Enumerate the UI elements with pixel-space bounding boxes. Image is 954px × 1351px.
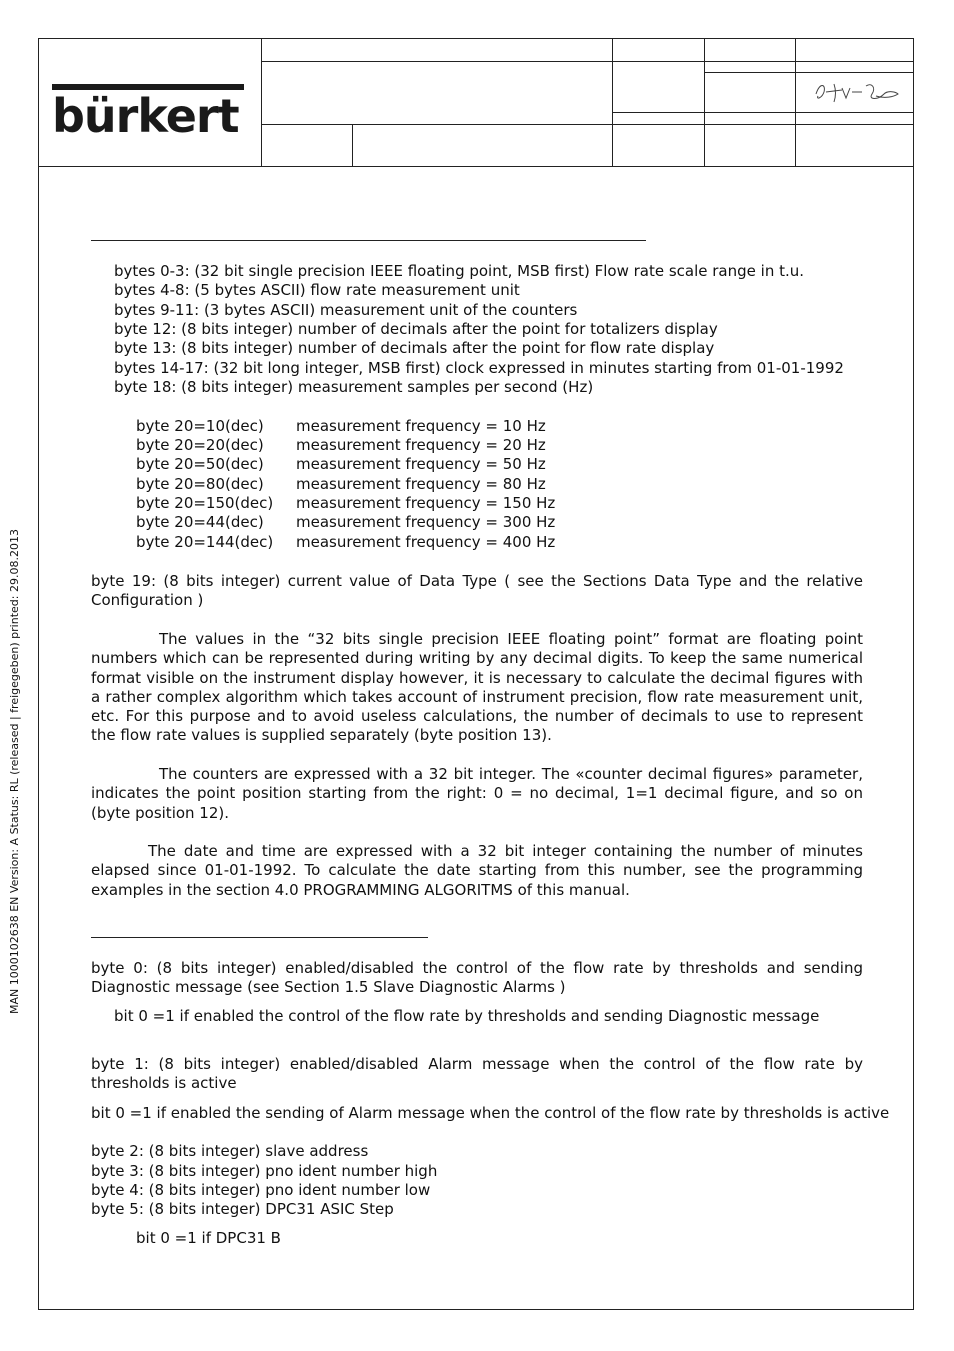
freq-code: byte 20=20(dec) [136, 436, 264, 454]
byte-description-line: byte 4: (8 bits integer) pno ident number low [91, 1181, 431, 1199]
freq-desc: measurement frequency = 400 Hz [296, 533, 556, 551]
byte-description-line: bytes 14-17: (32 bit long integer, MSB first) clock expressed in minutes starting from 01-01-1992 [114, 359, 844, 377]
header-row-line [612, 112, 914, 113]
header-divider [612, 38, 613, 166]
freq-desc: measurement frequency = 20 Hz [296, 436, 546, 454]
freq-desc: measurement frequency = 50 Hz [296, 455, 546, 473]
paragraph-counters: The counters are expressed with a 32 bit integer. The «counter decimal figures» parameter, indicates the point position starting from the right: 0 = no decimal, 1=1 decimal figure, and so on (byte position 12). [91, 765, 863, 822]
freq-desc: measurement frequency = 300 Hz [296, 513, 556, 531]
freq-desc: measurement frequency = 80 Hz [296, 475, 546, 493]
bit-description-line: bit 0 =1 if enabled the control of the flow rate by thresholds and sending Diagnostic message [114, 1007, 820, 1025]
header-row-line [261, 61, 914, 62]
byte-description-line: byte 12: (8 bits integer) number of decimals after the point for totalizers display [114, 320, 718, 338]
paragraph-float-format: The values in the “32 bits single precision IEEE floating point” format are floating point numbers which can be represented during writing by any decimal digits. To keep the same numerical format visible on the instrument display however, it is necessary to calculate the decimal figures with a rather complex algorithm which takes account of instrument precision, flow rate measurement unit, etc. For this purpose and to avoid useless calculations, the number of decimals to use to represent the flow rate values is supplied separately (byte position 13). [91, 630, 863, 745]
freq-code: byte 20=44(dec) [136, 513, 264, 531]
header-divider [704, 38, 705, 166]
document-status-sidebar: MAN 1000102638 EN Version: A Status: RL (released | freigegeben) printed: 29.08.2013 [8, 529, 21, 1014]
section-heading-underline [91, 240, 646, 241]
section-heading-underline [91, 937, 428, 938]
paragraph-date-time: The date and time are expressed with a 32 bit integer containing the number of minutes elapsed since 01-01-1992. To calculate the date starting from this number, see the programming examples in the section 4.0 PROGRAMMING ALGORITMS of this manual. [91, 842, 863, 899]
svg-text:bürkert: bürkert [52, 89, 239, 136]
freq-code: byte 20=150(dec) [136, 494, 274, 512]
burkert-logo [52, 84, 246, 136]
freq-desc: measurement frequency = 150 Hz [296, 494, 556, 512]
header-divider [261, 38, 262, 166]
bit-description-line: bit 0 =1 if DPC31 B [136, 1229, 281, 1247]
freq-code: byte 20=10(dec) [136, 417, 264, 435]
header-row-line [704, 72, 914, 73]
freq-code: byte 20=80(dec) [136, 475, 264, 493]
header-row-line [261, 124, 914, 125]
freq-code: byte 20=144(dec) [136, 533, 274, 551]
byte-description-line: bytes 0-3: (32 bit single precision IEEE floating point, MSB first) Flow rate scale range in t.u. [114, 262, 805, 280]
byte-description-line: byte 18: (8 bits integer) measurement samples per second (Hz) [114, 378, 594, 396]
byte-description-line: byte 3: (8 bits integer) pno ident number high [91, 1162, 438, 1180]
byte-description-line: bytes 4-8: (5 bytes ASCII) flow rate measurement unit [114, 281, 520, 299]
paragraph-byte1: byte 1: (8 bits integer) enabled/disabled Alarm message when the control of the flow rate by thresholds is active [91, 1055, 863, 1093]
freq-code: byte 20=50(dec) [136, 455, 264, 473]
byte-description-line: byte 2: (8 bits integer) slave address [91, 1142, 369, 1160]
header-divider [795, 38, 796, 166]
signature-image [812, 78, 902, 106]
bit-description-line: bit 0 =1 if enabled the sending of Alarm message when the control of the flow rate by thresholds is active [91, 1104, 890, 1122]
header-divider [352, 124, 353, 166]
freq-desc: measurement frequency = 10 Hz [296, 417, 546, 435]
byte-description-line: byte 13: (8 bits integer) number of decimals after the point for flow rate display [114, 339, 715, 357]
paragraph-byte19: byte 19: (8 bits integer) current value of Data Type ( see the Sections Data Type and the relative Configuration ) [91, 572, 863, 610]
paragraph-byte0: byte 0: (8 bits integer) enabled/disabled the control of the flow rate by thresholds and sending Diagnostic message (see Section 1.5 Slave Diagnostic Alarms ) [91, 959, 863, 997]
byte-description-line: bytes 9-11: (3 bytes ASCII) measurement unit of the counters [114, 301, 578, 319]
header-bottom-line [38, 166, 914, 167]
byte-description-line: byte 5: (8 bits integer) DPC31 ASIC Step [91, 1200, 394, 1218]
